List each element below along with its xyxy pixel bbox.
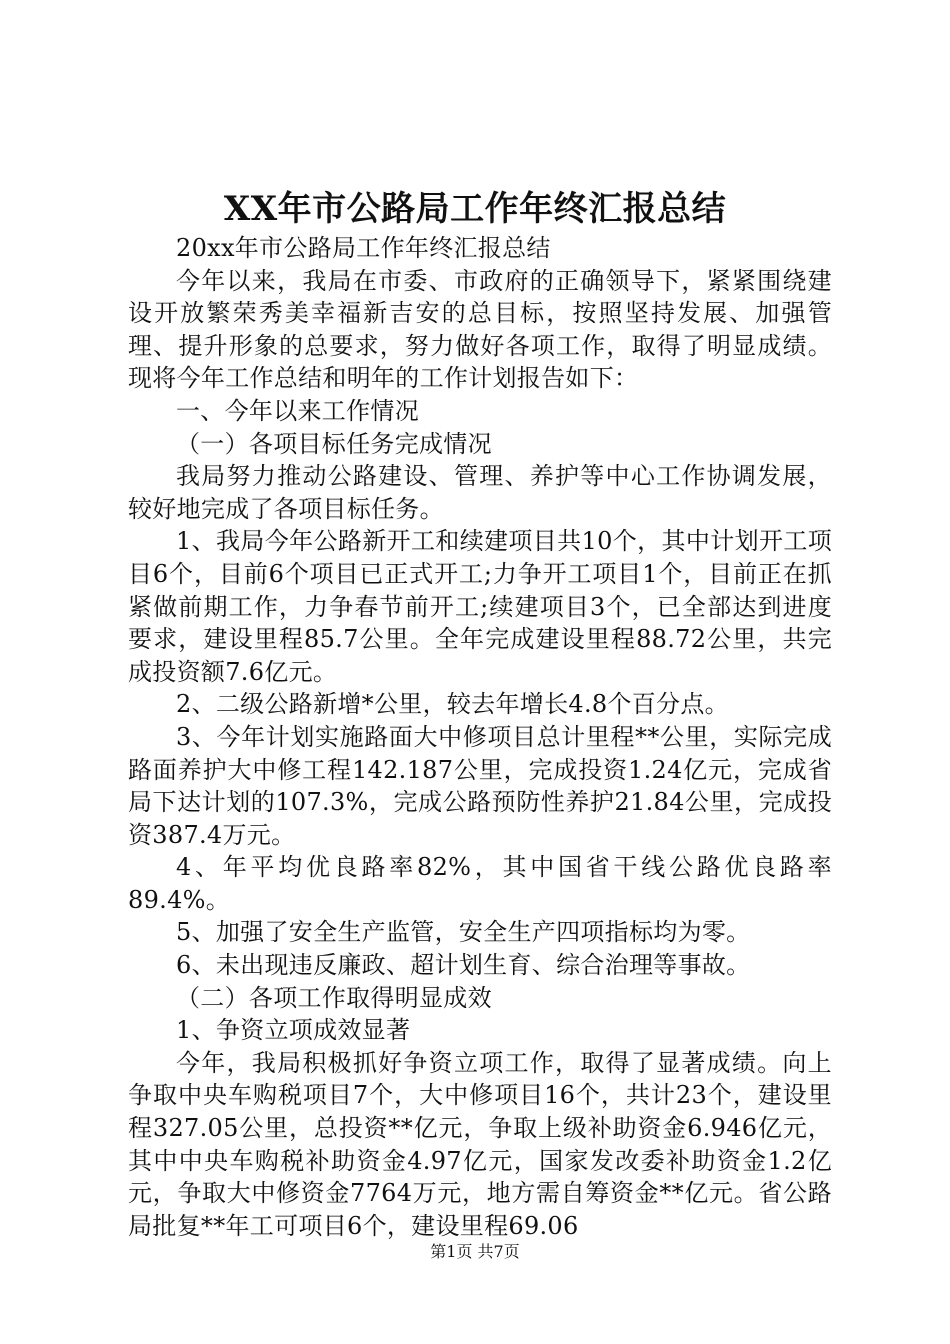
paragraph: 4、年平均优良路率82%，其中国省干线公路优良路率89.4%。 xyxy=(128,853,832,914)
subsection-heading-1: （一）各项目标任务完成情况 xyxy=(176,429,492,458)
paragraph: 今年，我局积极抓好争资立项工作，取得了显著成绩。向上争取中央车购税项目7个，大中修项目16个，共计23个，建设里程327.05公里，总投资**亿元，争取上级补助资金6.946亿元，其中中央车购税补助资金4.97亿元，国家发改委补助资金1.2亿元，争取大中修资金7764万元，地方需自筹资金**亿元。省公路局批复**年工可项目6个，建设里程69.06 xyxy=(128,1048,832,1240)
paragraph: 我局努力推动公路建设、管理、养护等中心工作协调发展，较好地完成了各项目标任务。 xyxy=(128,462,832,523)
page-footer: 第1页 共7页 xyxy=(430,1242,520,1261)
paragraph: 1、我局今年公路新开工和续建项目共10个，其中计划开工项目6个，目前6个项目已正式开工;力争开工项目1个，目前正在抓紧做前期工作，力争春节前开工;续建项目3个，已全部达到进度要求，建设里程85.7公里。全年完成建设里程88.72公里，共完成投资额7.6亿元。 xyxy=(128,527,832,686)
paragraph: 6、未出现违反廉政、超计划生育、综合治理等事故。 xyxy=(176,951,751,980)
document-body xyxy=(128,232,832,1242)
document-title: XX年市公路局工作年终汇报总结 xyxy=(223,189,727,229)
paragraph: 2、二级公路新增*公里，较去年增长4.8个百分点。 xyxy=(176,690,729,719)
paragraph: 5、加强了安全生产监管，安全生产四项指标均为零。 xyxy=(176,918,751,947)
paragraph: 3、今年计划实施路面大中修项目总计里程**公里，实际完成路面养护大中修工程142.187公里，完成投资1.24亿元，完成省局下达计划的107.3%，完成公路预防性养护21.84公里，完成投资387.4万元。 xyxy=(128,722,832,849)
item-heading: 1、争资立项成效显著 xyxy=(176,1016,411,1045)
paragraph-subtitle: 20xx年市公路局工作年终汇报总结 xyxy=(176,234,551,262)
subsection-heading-2: （二）各项工作取得明显成效 xyxy=(176,983,492,1012)
paragraph-intro: 今年以来，我局在市委、市政府的正确领导下，紧紧围绕建设开放繁荣秀美幸福新吉安的总目标，按照坚持发展、加强管理、提升形象的总要求，努力做好各项工作，取得了明显成绩。现将今年工作总结和明年的工作计划报告如下： xyxy=(128,266,832,393)
section-heading-1: 一、今年以来工作情况 xyxy=(176,396,419,425)
